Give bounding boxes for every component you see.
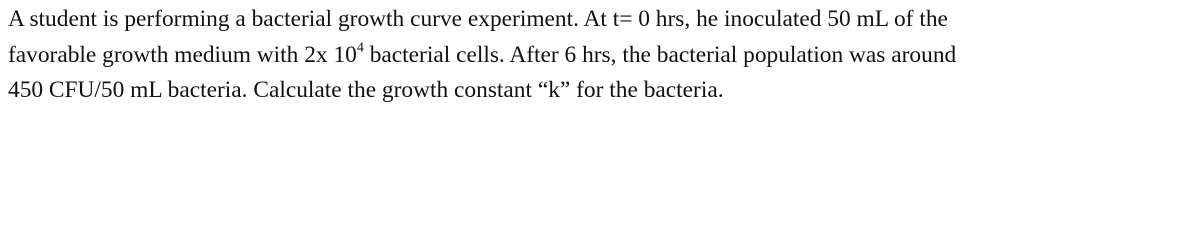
exponent: 4: [356, 38, 364, 55]
question-line-2: [8, 38, 1196, 74]
question-line-1: A student is performing a bacterial growth curve experiment. At t= 0 hrs, he inoculated 50 mL of the: [8, 6, 948, 32]
question-line-2-end: bacterial cells. After 6 hrs, the bacterial population was around: [363, 41, 957, 68]
question-text: [8, 2, 1196, 109]
question-line-3: 450 CFU/50 mL bacteria. Calculate the growth constant “k” for the bacteria.: [8, 77, 724, 103]
question-line-2-start: favorable growth medium with 2x 10: [8, 41, 357, 68]
